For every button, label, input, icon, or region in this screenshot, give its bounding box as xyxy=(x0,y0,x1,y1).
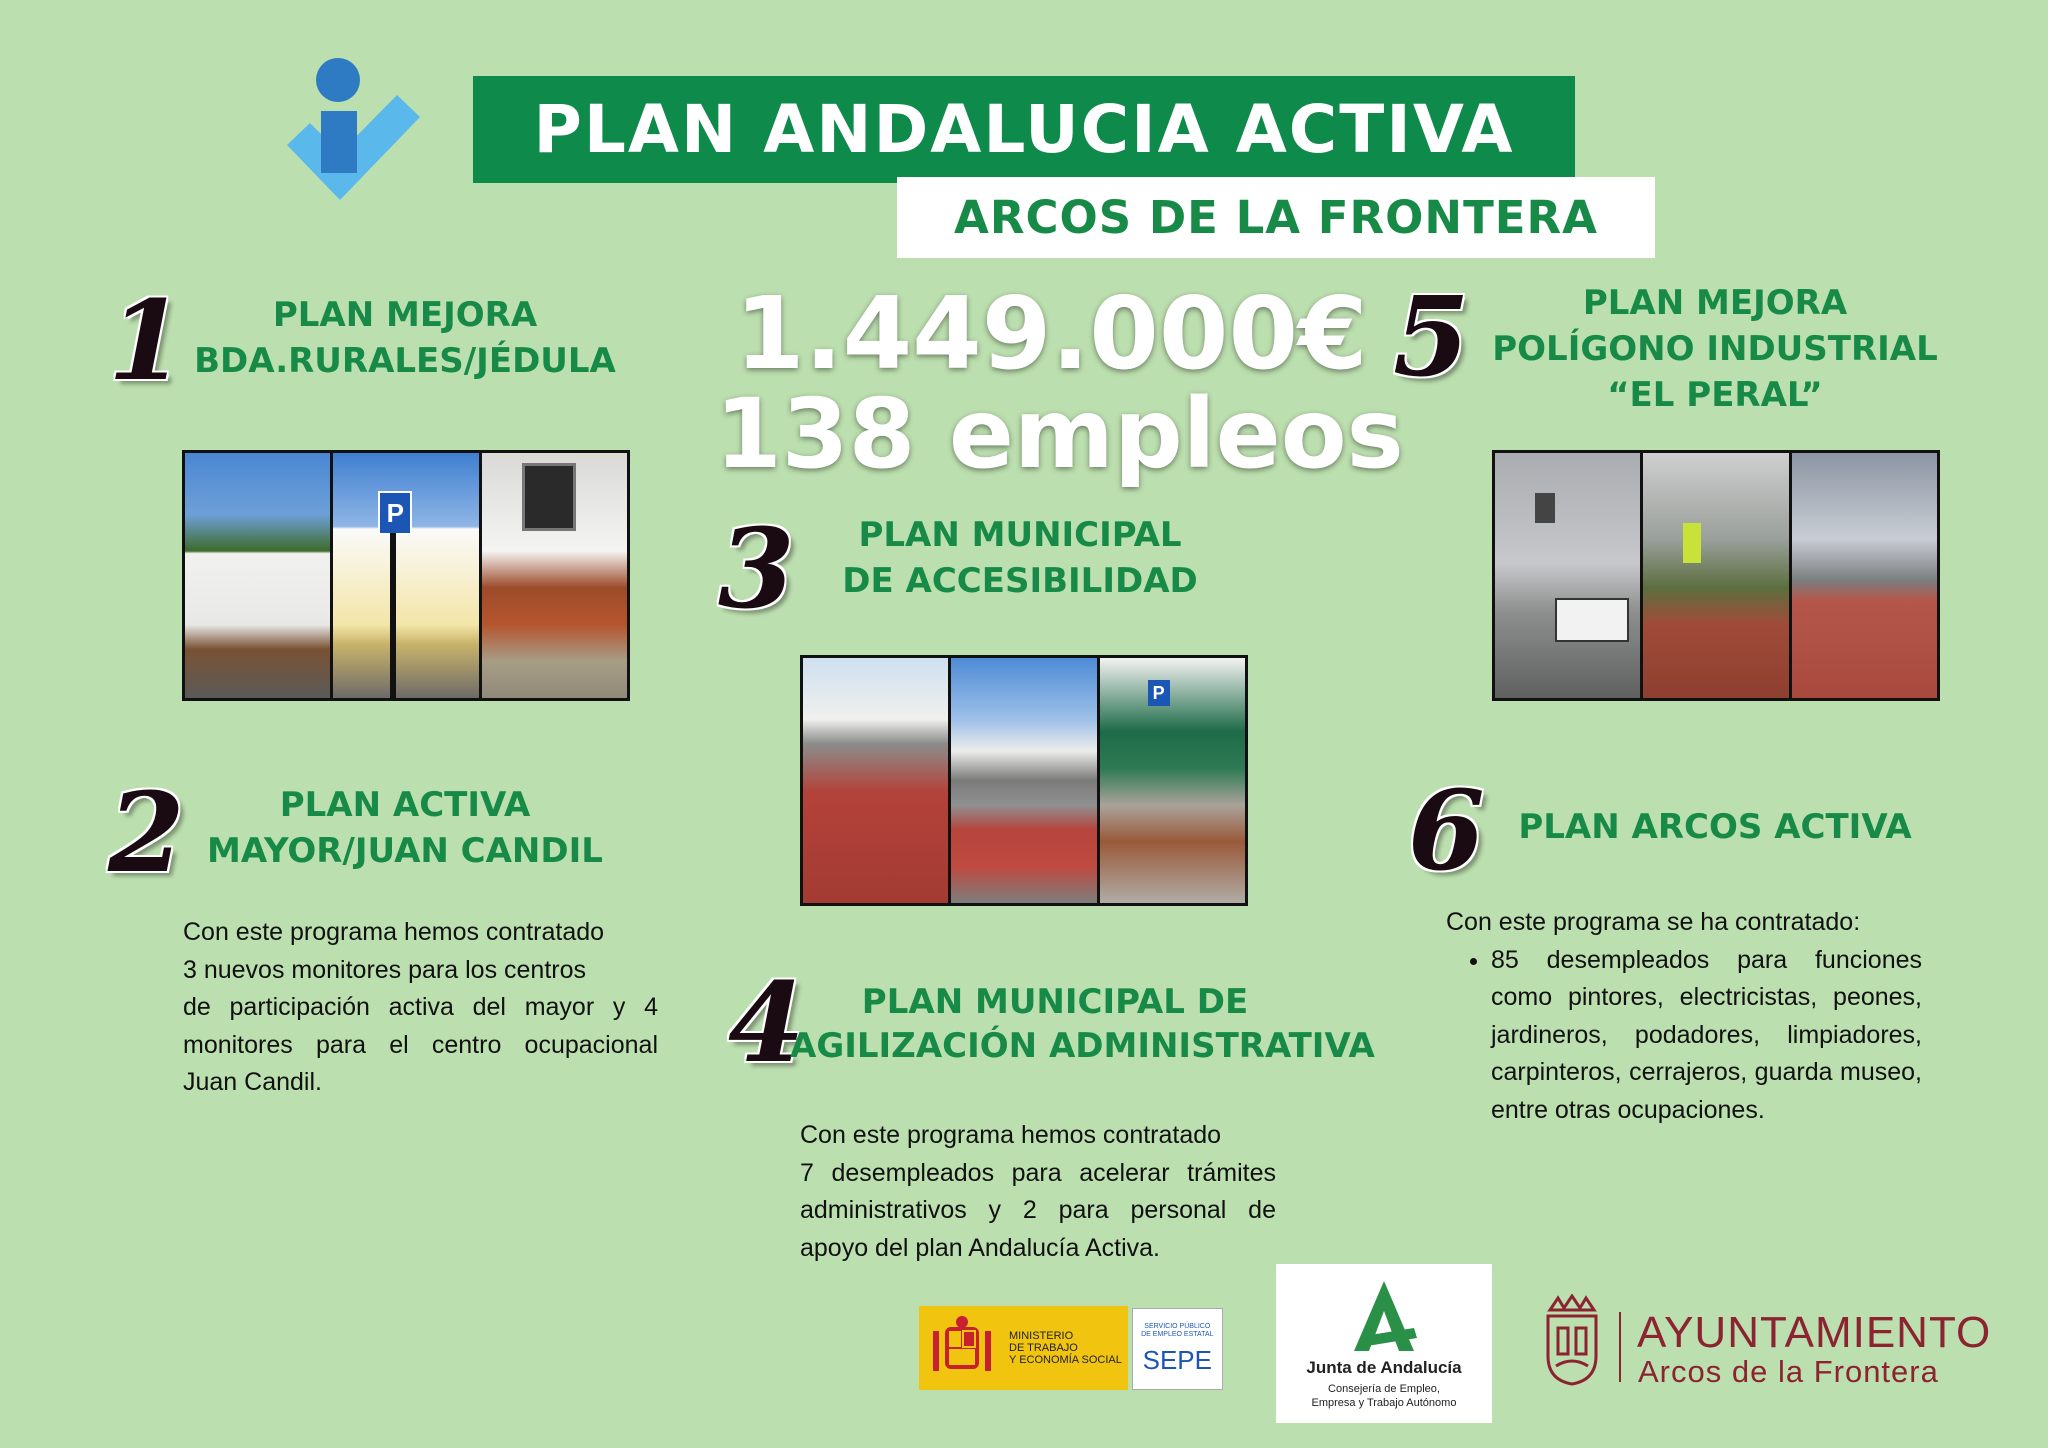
page-title: PLAN ANDALUCIA ACTIVA xyxy=(533,91,1515,168)
section-3-title: PLAN MUNICIPAL DE ACCESIBILIDAD xyxy=(842,515,1198,601)
andalucia-activa-logo-icon xyxy=(285,55,425,205)
sepe-text: SEPE xyxy=(1142,1344,1212,1375)
list-item: • 85 desempleados para funciones como pintores, electricistas, peones, jardineros, podadores, limpiadores, carpinteros, cerrajeros, guarda museo, entre otras ocupaciones. xyxy=(1491,942,1922,1130)
section-2-description: Con este programa hemos contratado 3 nuevos monitores para los centros de participación activa del mayor y 4 monitores para el centro ocupacional Juan Candil. xyxy=(183,918,658,1096)
section-1-photos xyxy=(182,450,630,701)
section-5-number: 5 xyxy=(1393,272,1470,401)
section-4-description: Con este programa hemos contratado 7 desempleados para acelerar trámites administrativos y 2 para personal de apoyo del plan Andalucía Activa. xyxy=(800,1121,1276,1262)
total-amount: 1.449.000€ xyxy=(735,275,1368,392)
section-4-title: PLAN MUNICIPAL DE AGILIZACIÓN ADMINISTRATIVA xyxy=(790,982,1375,1066)
junta-andalucia-logo: Junta de Andalucía Consejería de Empleo, Empresa y Trabajo Autónomo xyxy=(1276,1264,1492,1423)
spain-coat-of-arms-icon xyxy=(927,1313,997,1383)
ayuntamiento-name: AYUNTAMIENTO xyxy=(1637,1308,1992,1357)
section-3-photos xyxy=(800,655,1248,906)
photo-street-tree xyxy=(185,453,330,698)
section-2-number: 2 xyxy=(108,768,185,897)
photo-crosswalk xyxy=(951,658,1096,903)
section-5-title: PLAN MEJORA POLÍGONO INDUSTRIAL “EL PERAL” xyxy=(1492,283,1938,415)
page-subtitle: ARCOS DE LA FRONTERA xyxy=(954,191,1598,244)
title-banner xyxy=(473,76,1575,183)
photo-red-sidewalk xyxy=(803,658,948,903)
section-6-number: 6 xyxy=(1408,766,1485,895)
section-1-title: PLAN MEJORA BDA.RURALES/JÉDULA xyxy=(194,295,616,381)
junta-a-icon xyxy=(1339,1276,1429,1356)
section-2-title: PLAN ACTIVA MAYOR/JUAN CANDIL xyxy=(207,785,603,871)
photo-gardener xyxy=(1643,453,1788,698)
photo-paved-plaza xyxy=(1792,453,1937,698)
photo-parking-sign: P xyxy=(333,453,478,698)
section-6-description: Con este programa se ha contratado: • 85 desempleados para funciones como pintores, electricistas, peones, jardineros, podadores, limpiadores, carpinteros, cerrajeros, guarda museo, entre otras ocupaciones. xyxy=(1446,904,1922,1129)
section-3-number: 3 xyxy=(718,504,795,633)
ayuntamiento-subtitle: Arcos de la Frontera xyxy=(1638,1354,1939,1389)
ministerio-sepe-logo: MINISTERIO DE TRABAJO Y ECONOMÍA SOCIAL SERVICIO PÚBLICO DE EMPLEO ESTATAL SEPE xyxy=(919,1306,1223,1390)
photo-building-works xyxy=(482,453,627,698)
section-5-photos xyxy=(1492,450,1940,701)
ayuntamiento-crest-icon xyxy=(1544,1294,1600,1386)
subtitle-banner xyxy=(897,177,1655,258)
total-jobs: 138 empleos xyxy=(715,378,1404,490)
section-1-number: 1 xyxy=(108,276,185,405)
section-4-number: 4 xyxy=(728,958,805,1087)
ayuntamiento-divider xyxy=(1619,1312,1621,1382)
photo-lift-truck xyxy=(1495,453,1640,698)
section-6-list xyxy=(1446,942,1922,1130)
section-6-title: PLAN ARCOS ACTIVA xyxy=(1518,807,1912,847)
photo-workers-ramp: P xyxy=(1100,658,1245,903)
